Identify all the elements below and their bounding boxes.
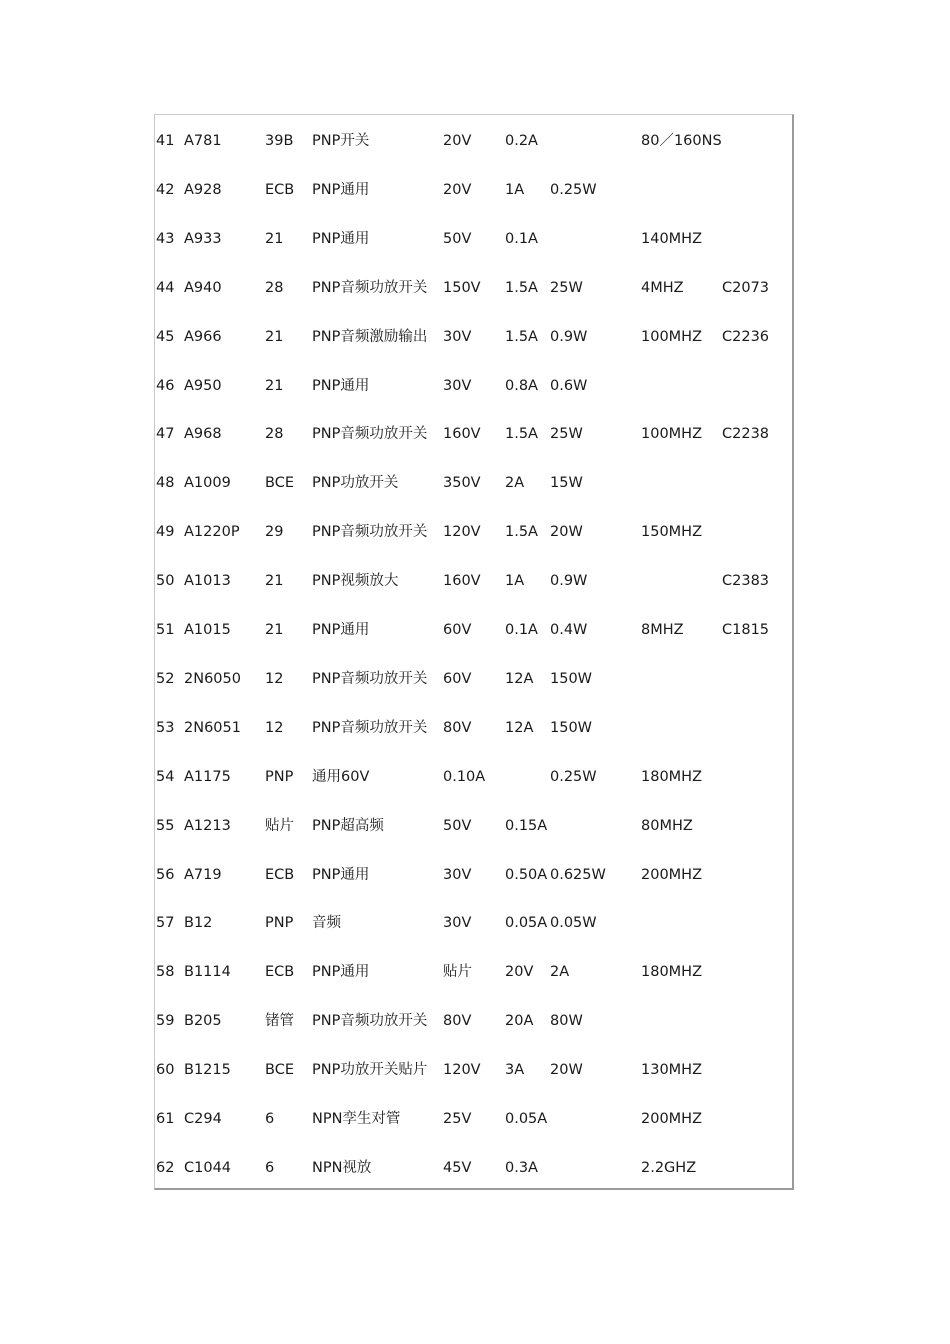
package-cell: ECB xyxy=(265,181,295,198)
row-number-cell: 43 xyxy=(156,230,175,247)
col-7-cell: 0.25W xyxy=(550,768,597,785)
model-cell: A928 xyxy=(184,181,222,198)
col-5-cell: 80V xyxy=(443,719,472,736)
row-number-cell: 51 xyxy=(156,622,175,638)
col-5-cell: 30V xyxy=(443,328,472,345)
col-6-cell: 0.1A xyxy=(505,230,538,247)
model-cell: A1013 xyxy=(184,573,231,590)
frequency-cell: 8MHZ xyxy=(641,622,684,638)
col-7-cell: 0.6W xyxy=(550,377,588,394)
col-7-cell: 80W xyxy=(550,1013,583,1030)
model-cell: A781 xyxy=(184,133,222,149)
col-5-cell: 60V xyxy=(443,670,472,687)
type-function-cell: PNP通用 xyxy=(312,866,370,883)
complement-cell: C2383 xyxy=(722,573,770,590)
package-cell: 39B xyxy=(265,133,294,149)
model-cell: A940 xyxy=(184,279,222,296)
frequency-cell: 100MHZ xyxy=(641,426,703,443)
package-cell: PNP xyxy=(265,915,294,932)
package-cell: 29 xyxy=(265,524,284,541)
col-5-cell: 20V xyxy=(443,181,472,198)
table-row xyxy=(155,571,792,591)
model-cell: A950 xyxy=(184,377,222,394)
package-cell: ECB xyxy=(265,964,295,981)
row-number-cell: 54 xyxy=(156,768,175,785)
col-5-cell: 120V xyxy=(443,1062,481,1079)
row-number-cell: 50 xyxy=(156,573,175,590)
model-cell: 2N6050 xyxy=(184,670,241,687)
package-cell: 21 xyxy=(265,230,284,247)
type-function-cell: PNP超高频 xyxy=(312,817,384,834)
type-function-cell: PNP音频激励输出 xyxy=(312,328,428,345)
complement-cell: C2238 xyxy=(722,426,770,443)
row-number-cell: 57 xyxy=(156,915,175,932)
col-6-cell: 1.5A xyxy=(505,328,538,345)
table-row xyxy=(155,816,792,836)
package-cell: 贴片 xyxy=(265,817,294,834)
col-7-cell: 0.9W xyxy=(550,573,588,590)
col-7-cell: 15W xyxy=(550,475,583,492)
type-function-cell: PNP音频功放开关 xyxy=(312,426,428,443)
package-cell: 21 xyxy=(265,328,284,345)
model-cell: A933 xyxy=(184,230,222,247)
row-number-cell: 56 xyxy=(156,866,175,883)
row-number-cell: 62 xyxy=(156,1159,175,1176)
frequency-cell: 4MHZ xyxy=(641,279,684,296)
col-5-cell: 30V xyxy=(443,915,472,932)
row-number-cell: 61 xyxy=(156,1111,175,1127)
col-5-cell: 50V xyxy=(443,230,472,247)
col-6-cell: 1A xyxy=(505,181,525,198)
package-cell: PNP xyxy=(265,768,294,785)
col-6-cell: 1.5A xyxy=(505,279,538,296)
col-6-cell: 0.8A xyxy=(505,377,538,394)
frequency-cell: 80／160NS xyxy=(641,133,722,149)
col-7-cell: 25W xyxy=(550,279,583,296)
package-cell: ECB xyxy=(265,866,295,883)
model-cell: B1215 xyxy=(184,1062,231,1079)
col-6-cell: 12A xyxy=(505,719,534,736)
type-function-cell: PNP音频功放开关 xyxy=(312,279,428,296)
row-number-cell: 49 xyxy=(156,524,175,541)
type-function-cell: PNP音频功放开关 xyxy=(312,1013,428,1030)
col-7-cell: 150W xyxy=(550,719,593,736)
package-cell: 21 xyxy=(265,573,284,590)
frequency-cell: 2.2GHZ xyxy=(641,1159,697,1176)
col-6-cell: 0.15A xyxy=(505,817,548,834)
table-row xyxy=(155,180,792,200)
type-function-cell: NPN孪生对管 xyxy=(312,1111,401,1127)
table-row xyxy=(155,669,792,689)
row-number-cell: 59 xyxy=(156,1013,175,1030)
model-cell: A1175 xyxy=(184,768,231,785)
package-cell: 28 xyxy=(265,279,284,296)
col-6-cell: 1.5A xyxy=(505,524,538,541)
frequency-cell: 100MHZ xyxy=(641,328,703,345)
col-7-cell: 2A xyxy=(550,964,570,981)
col-5-cell: 160V xyxy=(443,426,481,443)
row-number-cell: 55 xyxy=(156,817,175,834)
col-5-cell: 80V xyxy=(443,1013,472,1030)
col-5-cell: 30V xyxy=(443,866,472,883)
row-number-cell: 44 xyxy=(156,279,175,296)
transistor-table xyxy=(154,114,794,1190)
model-cell: A1009 xyxy=(184,475,231,492)
frequency-cell: 140MHZ xyxy=(641,230,703,247)
row-number-cell: 45 xyxy=(156,328,175,345)
model-cell: 2N6051 xyxy=(184,719,241,736)
row-number-cell: 41 xyxy=(156,133,175,149)
col-5-cell: 350V xyxy=(443,475,481,492)
package-cell: BCE xyxy=(265,1062,294,1079)
col-5-cell: 贴片 xyxy=(443,964,472,981)
package-cell: 21 xyxy=(265,622,284,638)
col-5-cell: 50V xyxy=(443,817,472,834)
type-function-cell: NPN视放 xyxy=(312,1159,372,1176)
package-cell: 锗管 xyxy=(265,1013,294,1030)
col-6-cell: 0.05A xyxy=(505,1111,548,1127)
type-function-cell: PNP功放开关贴片 xyxy=(312,1062,428,1079)
row-number-cell: 52 xyxy=(156,670,175,687)
table-row xyxy=(155,1060,792,1080)
type-function-cell: PNP通用 xyxy=(312,964,370,981)
table-row xyxy=(155,522,792,542)
col-7-cell: 0.05W xyxy=(550,915,597,932)
package-cell: 12 xyxy=(265,670,284,687)
package-cell: 6 xyxy=(265,1111,275,1127)
table-row xyxy=(155,327,792,347)
model-cell: A1015 xyxy=(184,622,231,638)
model-cell: A1220P xyxy=(184,524,240,541)
package-cell: BCE xyxy=(265,475,294,492)
type-function-cell: PNP开关 xyxy=(312,133,370,149)
table-row xyxy=(155,131,792,151)
table-row xyxy=(155,1158,792,1178)
row-number-cell: 47 xyxy=(156,426,175,443)
col-7-cell: 20W xyxy=(550,524,583,541)
type-function-cell: PNP功放开关 xyxy=(312,475,399,492)
table-row xyxy=(155,424,792,444)
model-cell: A968 xyxy=(184,426,222,443)
row-number-cell: 58 xyxy=(156,964,175,981)
type-function-cell: PNP通用 xyxy=(312,622,370,638)
frequency-cell: 180MHZ xyxy=(641,768,703,785)
col-6-cell: 0.05A xyxy=(505,915,548,932)
table-row xyxy=(155,865,792,885)
package-cell: 21 xyxy=(265,377,284,394)
col-6-cell: 20V xyxy=(505,964,534,981)
type-function-cell: 音频 xyxy=(312,915,341,932)
model-cell: A1213 xyxy=(184,817,231,834)
frequency-cell: 180MHZ xyxy=(641,964,703,981)
frequency-cell: 200MHZ xyxy=(641,866,703,883)
col-7-cell: 0.25W xyxy=(550,181,597,198)
col-5-cell: 160V xyxy=(443,573,481,590)
col-6-cell: 0.50A xyxy=(505,866,548,883)
table-row xyxy=(155,962,792,982)
table-row xyxy=(155,718,792,738)
type-function-cell: PNP音频功放开关 xyxy=(312,719,428,736)
type-function-cell: PNP音频功放开关 xyxy=(312,670,428,687)
type-function-cell: PNP音频功放开关 xyxy=(312,524,428,541)
model-cell: B12 xyxy=(184,915,213,932)
model-cell: B205 xyxy=(184,1013,222,1030)
type-function-cell: PNP通用 xyxy=(312,181,370,198)
col-7-cell: 0.9W xyxy=(550,328,588,345)
col-6-cell: 0.3A xyxy=(505,1159,538,1176)
col-5-cell: 30V xyxy=(443,377,472,394)
table-row xyxy=(155,620,792,640)
frequency-cell: 150MHZ xyxy=(641,524,703,541)
table-row xyxy=(155,229,792,249)
row-number-cell: 53 xyxy=(156,719,175,736)
col-7-cell: 0.625W xyxy=(550,866,606,883)
model-cell: C294 xyxy=(184,1111,222,1127)
col-6-cell: 2A xyxy=(505,475,525,492)
table-row xyxy=(155,767,792,787)
frequency-cell: 80MHZ xyxy=(641,817,693,834)
frequency-cell: 130MHZ xyxy=(641,1062,703,1079)
col-5-cell: 45V xyxy=(443,1159,472,1176)
col-7-cell: 0.4W xyxy=(550,622,588,638)
col-6-cell: 3A xyxy=(505,1062,525,1079)
col-5-cell: 25V xyxy=(443,1111,472,1127)
col-6-cell: 20A xyxy=(505,1013,534,1030)
type-function-cell: PNP视频放大 xyxy=(312,573,399,590)
table-row xyxy=(155,376,792,396)
model-cell: B1114 xyxy=(184,964,231,981)
col-6-cell: 1A xyxy=(505,573,525,590)
col-5-cell: 120V xyxy=(443,524,481,541)
model-cell: C1044 xyxy=(184,1159,232,1176)
row-number-cell: 48 xyxy=(156,475,175,492)
table-row xyxy=(155,913,792,933)
type-function-cell: 通用60V xyxy=(312,768,370,785)
col-5-cell: 60V xyxy=(443,622,472,638)
complement-cell: C1815 xyxy=(722,622,770,638)
frequency-cell: 200MHZ xyxy=(641,1111,703,1127)
row-number-cell: 46 xyxy=(156,377,175,394)
col-7-cell: 25W xyxy=(550,426,583,443)
model-cell: A719 xyxy=(184,866,222,883)
row-number-cell: 60 xyxy=(156,1062,175,1079)
row-number-cell: 42 xyxy=(156,181,175,198)
complement-cell: C2236 xyxy=(722,328,770,345)
table-row xyxy=(155,1109,792,1129)
package-cell: 12 xyxy=(265,719,284,736)
table-row xyxy=(155,278,792,298)
table-row xyxy=(155,473,792,493)
col-6-cell: 0.2A xyxy=(505,133,538,149)
col-6-cell: 1.5A xyxy=(505,426,538,443)
col-7-cell: 150W xyxy=(550,670,593,687)
col-5-cell: 150V xyxy=(443,279,481,296)
table-row xyxy=(155,1011,792,1031)
col-5-cell: 20V xyxy=(443,133,472,149)
type-function-cell: PNP通用 xyxy=(312,377,370,394)
complement-cell: C2073 xyxy=(722,279,770,296)
model-cell: A966 xyxy=(184,328,222,345)
col-7-cell: 20W xyxy=(550,1062,583,1079)
type-function-cell: PNP通用 xyxy=(312,230,370,247)
col-5-cell: 0.10A xyxy=(443,768,486,785)
col-6-cell: 12A xyxy=(505,670,534,687)
col-6-cell: 0.1A xyxy=(505,622,538,638)
package-cell: 28 xyxy=(265,426,284,443)
package-cell: 6 xyxy=(265,1159,275,1176)
